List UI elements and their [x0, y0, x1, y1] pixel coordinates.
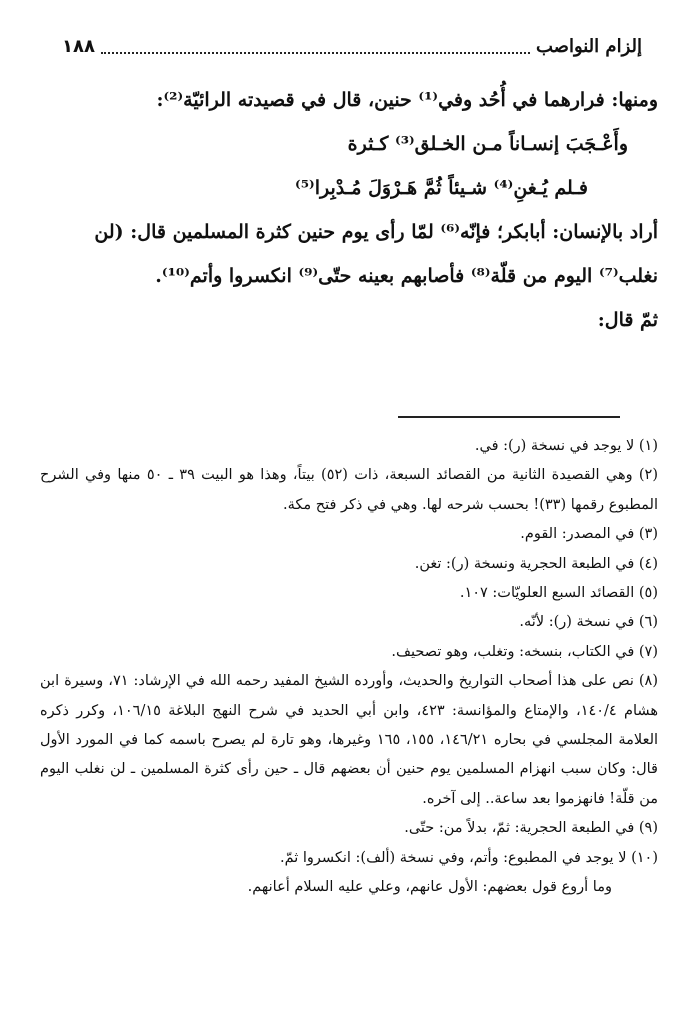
verse-line-2: فـلم يُـغنِ⁽⁴⁾ شـيئاً ثُمَّ هَـرْوَلَ مُـدْبِرا⁽⁵⁾ — [295, 177, 588, 199]
paragraph-intro: ومنها: فرارهما في أُحُد وفي⁽¹⁾ حنين، قال في قصيدته الرائيّة⁽²⁾: — [156, 89, 658, 111]
footnote-extra-line: وما أروع قول بعضهم: الأول عانهم، وعلي عليه السلام أعانهم. — [247, 879, 612, 896]
footnote-1: (١) لا يوجد في نسخة (ر): في. — [474, 438, 658, 454]
footnote-10: (١٠) لا يوجد في المطبوع: وأتم، وفي نسخة (ألف): انكسروا ثمّ. — [279, 849, 658, 866]
header-dot-leader — [101, 38, 530, 54]
paragraph-explanation: أراد بالإنسان: أبابكر؛ فإنّه⁽⁶⁾ لمّا رأى يوم حنين كثرة المسلمين قال: (لن نغلب⁽⁷⁾ اليوم من قلّة⁽⁸⁾ فأصابهم بعينه حتّى⁽⁹⁾ انكسروا وأتم⁽¹⁰⁾. — [94, 221, 658, 287]
footnote-5: (٥) القصائد السبع العلويّات: ١٠٧. — [459, 585, 658, 602]
page-number: ١٨٨ — [62, 35, 95, 57]
footnote-8: (٨) نص على هذا أصحاب التواريخ والحديث، وأورده الشيخ المفيد رحمه الله في الإرشاد: ٧١، وسيرة ابن هشام ١٤٠/٤، والإمتاع والمؤانسة: ٤٢٣، وابن أبي الحديد في شرح النهج البلاغة ١٠٦/١٥، وكرر ذكره العلامة المجلسي في بحاره ١٤٦/٢١، ١٥٥، ١٦٥ وغيرها، وهو تارة لم يصرح باسمه كما في المورد الأول قال: وكان سبب انهزام المسلمين يوم حنين أن بعضهم قال ـ حين رأى كثرة المسلمين ـ لن نغلب اليوم من قلّة! فانهزموا بعد ساعة.. إلى آخره. — [40, 673, 659, 807]
footnote-7: (٧) في الكتاب، بنسخه: وتغلب، وهو تصحيف. — [391, 643, 658, 660]
footnotes — [40, 432, 658, 903]
running-header — [62, 30, 642, 62]
footnote-separator — [398, 416, 620, 418]
footnote-6: (٦) في نسخة (ر): لأنّه. — [519, 614, 658, 631]
footnote-list — [40, 432, 658, 903]
footnote-3: (٣) في المصدر: القوم. — [520, 526, 658, 543]
paragraph-then-said: ثمّ قال: — [597, 309, 658, 331]
footnote-2: (٢) وهي القصيدة الثانية من القصائد السبعة، ذات (٥٢) بيتاً، وهذا هو البيت ٣٩ ـ ٥٠ منها وفي الشرح المطبوع رقمها (٣٣)! بحسب شرحه لها. وهي في ذكر فتح مكة. — [40, 467, 659, 513]
footnote-4: (٤) في الطبعة الحجرية ونسخة (ر): تغن. — [414, 555, 658, 572]
verse-line-1: وأَعْـجَبَ إنسـاناً مـن الخـلق⁽³⁾ كـثرة — [347, 133, 628, 155]
running-title: إلزام النواصب — [535, 35, 642, 57]
footnote-9: (٩) في الطبعة الحجرية: ثمّ، بدلاً من: حتّى. — [404, 820, 658, 837]
main-text — [44, 78, 658, 342]
